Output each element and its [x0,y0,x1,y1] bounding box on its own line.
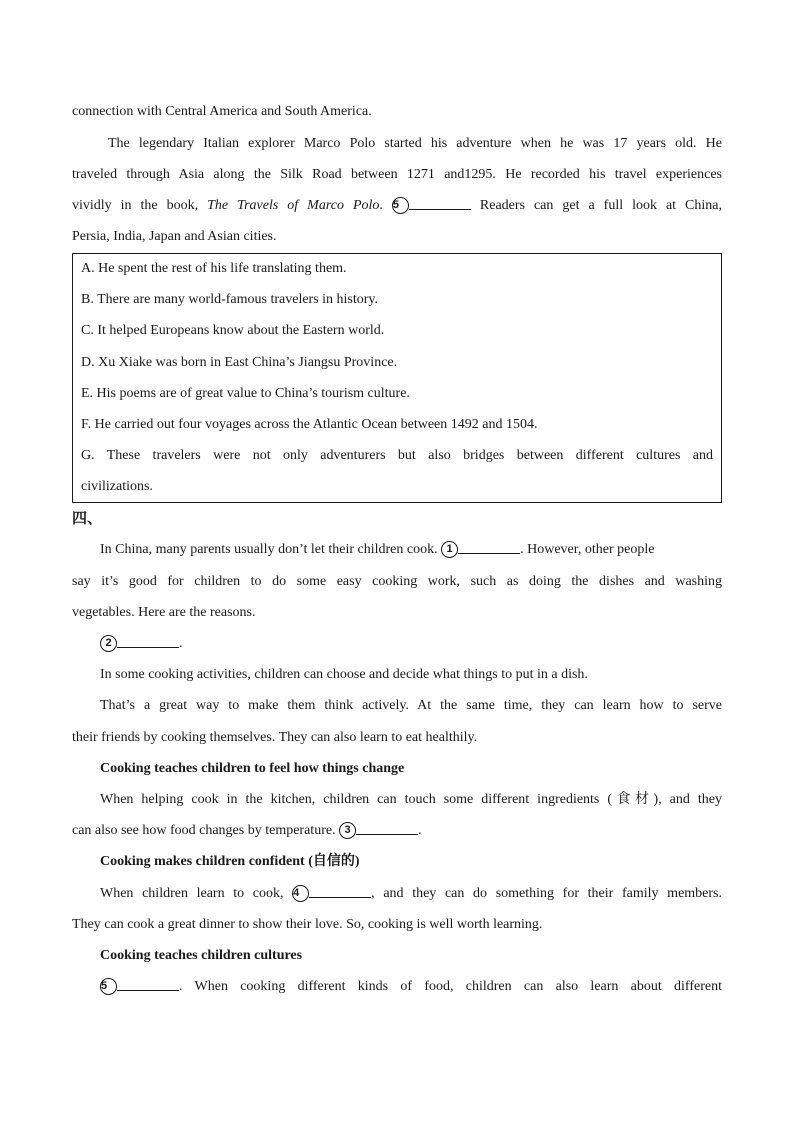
text-line: Persia, India, Japan and Asian cities. [72,229,277,244]
text-segment: When children learn to cook, [100,886,284,901]
answer-blank[interactable] [356,821,418,835]
text-line: vegetables. Here are the reasons. [72,605,256,620]
text-line [100,540,722,560]
answer-blank[interactable] [409,196,471,210]
subheading: Cooking makes children confident (自信的) [100,854,360,869]
option-d: D. Xu Xiake was born in East China’s Jiangsu Province. [81,355,398,370]
option-f: F. He carried out four voyages across the Atlantic Ocean between 1492 and 1504. [81,417,538,432]
text-segment: , and they can do something for their family members. [371,886,722,901]
option-c: C. It helped Europeans know about the Eastern world. [81,323,385,338]
subheading: Cooking teaches children to feel how things change [100,761,405,776]
option-a: A. He spent the rest of his life translating them. [81,261,347,276]
book-title: The Travels of Marco Polo [207,198,380,213]
text-line: That’s a great way to make them think actively. At the same time, they can learn how to serve [100,698,722,713]
text-line [100,634,722,654]
text-line: say it’s good for children to do some easy cooking work, such as doing the dishes and washing [72,574,722,589]
text-line: connection with Central America and South America. [72,104,372,119]
answer-blank[interactable] [309,884,371,898]
text-line: The legendary Italian explorer Marco Polo started his adventure when he was 17 years old. He [108,136,722,151]
text-segment: Readers can get a full look at China, [479,198,722,213]
text-segment: . When cooking different kinds of food, children can also learn about different [179,979,722,994]
section-number: 四、 [72,509,103,527]
text-line [72,196,722,216]
option-g-continued: civilizations. [81,479,153,494]
text-line: their friends by cooking themselves. They can also learn to eat healthily. [72,730,478,745]
answer-blank[interactable] [458,540,520,554]
answer-blank[interactable] [117,977,179,991]
text-segment: . [418,823,422,838]
text-line: They can cook a great dinner to show their love. So, cooking is well worth learning. [72,917,543,932]
question-number: 3 [339,822,356,839]
options-box [72,253,722,503]
text-segment: can also see how food changes by temperature. [72,823,336,838]
answer-blank[interactable] [117,634,179,648]
text-line: In some cooking activities, children can choose and decide what things to put in a dish. [100,667,588,682]
text-line: When helping cook in the kitchen, children can touch some different ingredients (食材), and they [100,792,722,807]
question-number: 4 [292,885,309,902]
question-number: 5 [392,197,409,214]
text-segment: . [179,636,183,651]
option-e: E. His poems are of great value to China’s tourism culture. [81,386,410,401]
text-line [100,977,722,997]
text-line [72,821,722,841]
subheading: Cooking teaches children cultures [100,948,303,963]
question-number: 5 [100,978,117,995]
option-g: G. These travelers were not only adventurers but also bridges between different cultures and [81,448,713,463]
text-segment: In China, many parents usually don’t let their children cook. [100,542,438,557]
text-segment: . However, other people [520,542,655,557]
text-line: traveled through Asia along the Silk Road between 1271 and1295. He recorded his travel experiences [72,167,722,182]
text-segment: . [379,198,383,213]
question-number: 2 [100,635,117,652]
text-segment: vividly in the book, [72,198,199,213]
text-line [100,884,722,904]
question-number: 1 [441,541,458,558]
option-b: B. There are many world-famous travelers in history. [81,292,379,307]
